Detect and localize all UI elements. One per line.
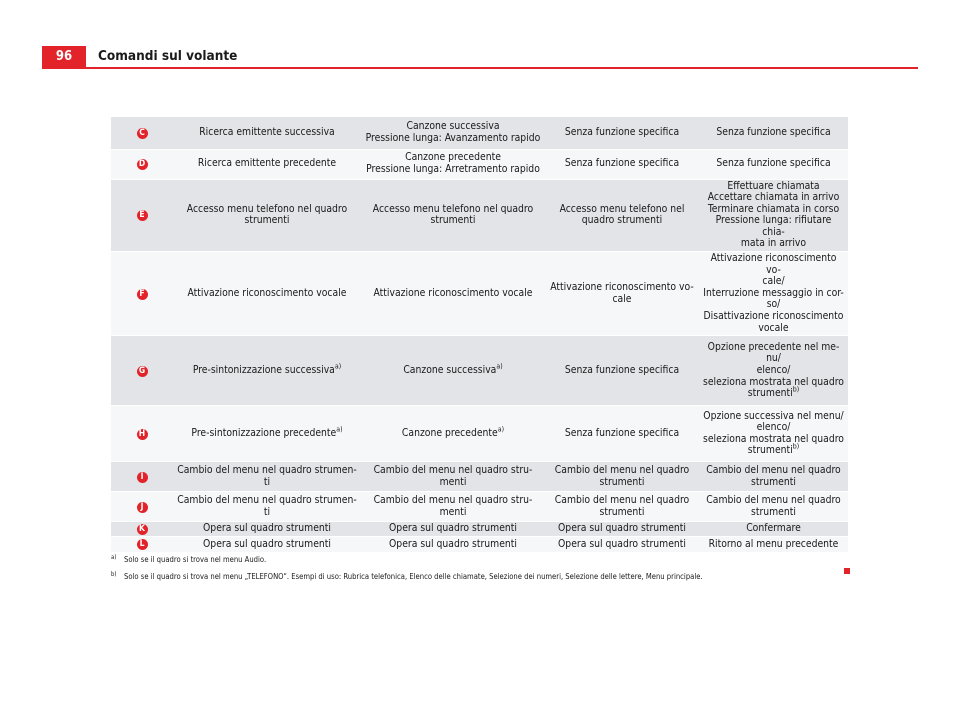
control-key-badge: D: [137, 159, 148, 170]
function-cell: [545, 149, 699, 179]
cell-line: strumenti: [599, 505, 645, 518]
function-cell: [173, 149, 361, 179]
cell-line: elenco/: [756, 363, 791, 376]
table-row: [111, 492, 848, 522]
cell-line: mata in arrivo: [740, 237, 807, 250]
function-cell: [361, 522, 545, 537]
control-key-cell: [111, 149, 173, 179]
function-cell: [361, 462, 545, 492]
cell-line: Opera sul quadro strumenti: [558, 522, 686, 535]
cell-line: strumenti: [751, 505, 796, 518]
cell-line: Senza funzione specifica: [564, 426, 680, 439]
cell-line: Senza funzione specifica: [716, 157, 831, 170]
control-key-badge: F: [137, 289, 148, 300]
function-cell: [699, 252, 848, 336]
function-cell: [173, 522, 361, 537]
table-body: [111, 117, 848, 552]
cell-line: Accesso menu telefono nel quadro: [372, 202, 534, 215]
control-key-cell: [111, 537, 173, 552]
function-cell: [361, 149, 545, 179]
cell-line: Attivazione riconoscimento vocale: [187, 286, 347, 299]
cell-line: Senza funzione specifica: [564, 363, 680, 376]
control-key-cell: [111, 179, 173, 252]
cell-line: strumenti: [751, 475, 796, 488]
function-cell: [361, 406, 545, 462]
cell-line: seleziona mostrata nel quadro: [703, 432, 844, 445]
cell-line: Cambio del menu nel quadro: [706, 494, 841, 507]
function-cell: [699, 149, 848, 179]
control-key-cell: [111, 117, 173, 149]
page-header: [42, 46, 918, 68]
cell-line: Accesso menu telefono nel quadro: [186, 202, 348, 215]
function-cell: [699, 537, 848, 552]
function-cell: [173, 492, 361, 522]
footnote-mark: a): [111, 554, 117, 561]
function-cell: [699, 492, 848, 522]
function-cell: [361, 179, 545, 252]
cell-line: Cambio del menu nel quadro stru-: [373, 464, 533, 477]
cell-line: Opera sul quadro strumenti: [203, 522, 331, 535]
function-cell: [173, 252, 361, 336]
cell-line: Interruzione messaggio in cor-: [703, 286, 844, 299]
footnote-text: Solo se il quadro si trova nel menu Audio.: [124, 555, 267, 564]
control-key-badge: E: [137, 210, 148, 221]
function-cell: [361, 252, 545, 336]
function-cell: [699, 522, 848, 537]
cell-line: Attivazione riconoscimento vo-: [710, 252, 837, 276]
cell-line: Canzone precedente: [401, 426, 498, 439]
function-cell: [545, 492, 699, 522]
cell-line: Cambio del menu nel quadro strumen-: [177, 494, 357, 507]
cell-line: Pressione lunga: Avanzamento rapido: [365, 131, 541, 144]
table-row: [111, 522, 848, 537]
cell-line: Opzione successiva nel menu/: [703, 409, 844, 422]
footnote-ref: a): [496, 362, 503, 371]
function-cell: [173, 406, 361, 462]
control-key-badge: H: [137, 429, 148, 440]
cell-line: cale: [612, 292, 632, 305]
cell-line: menti: [439, 505, 467, 518]
table-row: [111, 336, 848, 406]
cell-line: elenco/: [756, 421, 791, 434]
function-cell: [699, 406, 848, 462]
cell-line: Effettuare chiamata: [727, 179, 820, 192]
page-number: 96: [42, 46, 86, 67]
cell-line: so/: [766, 298, 781, 311]
header-rule: [42, 67, 918, 69]
function-cell: [545, 336, 699, 406]
cell-line: Attivazione riconoscimento vo-: [550, 281, 694, 294]
cell-line: Disattivazione riconoscimento: [703, 310, 844, 323]
cell-line: strumenti: [747, 387, 793, 400]
function-cell: [699, 462, 848, 492]
cell-line: strumenti: [244, 214, 290, 227]
footnote-ref: a): [497, 425, 505, 434]
cell-line: quadro strumenti: [581, 214, 663, 227]
function-cell: [361, 492, 545, 522]
cell-line: menti: [439, 475, 467, 488]
cell-line: Pressione lunga: Arretramento rapido: [366, 163, 540, 175]
cell-line: Senza funzione specifica: [564, 125, 680, 138]
footnote-ref: b): [792, 385, 800, 394]
cell-line: ti: [263, 505, 271, 518]
footnote-mark: b): [111, 571, 117, 578]
cell-line: vocale: [758, 321, 789, 334]
cell-line: Pressione lunga: rifiutare chia-: [715, 214, 832, 238]
function-cell: [545, 406, 699, 462]
control-key-cell: [111, 492, 173, 522]
footnote-ref: b): [792, 442, 800, 451]
cell-line: Opzione precedente nel me-: [707, 340, 840, 353]
cell-line: Ricerca emittente successiva: [199, 125, 335, 138]
cell-line: Pre-sintonizzazione precedente: [191, 426, 337, 439]
footnotes: [111, 555, 871, 589]
cell-line: Confermare: [746, 522, 801, 535]
cell-line: Senza funzione specifica: [564, 157, 680, 170]
cell-line: seleziona mostrata nel quadro: [703, 375, 844, 388]
function-cell: [173, 462, 361, 492]
function-cell: [173, 336, 361, 406]
cell-line: Opera sul quadro strumenti: [389, 537, 517, 550]
cell-line: Canzone successiva: [403, 363, 497, 376]
cell-line: Canzone precedente: [405, 151, 501, 164]
control-key-badge: L: [137, 539, 148, 550]
function-cell: [545, 179, 699, 252]
function-cell: [173, 117, 361, 149]
cell-line: Cambio del menu nel quadro: [554, 494, 690, 507]
footnote-a: [111, 555, 871, 565]
function-cell: [361, 117, 545, 149]
table-row: [111, 149, 848, 179]
cell-line: Cambio del menu nel quadro stru-: [373, 494, 533, 507]
table-row: [111, 117, 848, 149]
control-key-badge: C: [137, 128, 148, 139]
cell-line: Senza funzione specifica: [716, 125, 831, 138]
cell-line: Pre-sintonizzazione successiva: [192, 363, 335, 376]
function-cell: [545, 462, 699, 492]
table-row: [111, 537, 848, 552]
cell-line: nu/: [766, 352, 781, 365]
cell-line: Ritorno al menu precedente: [708, 537, 839, 550]
footnote-b: [111, 572, 871, 582]
control-key-cell: [111, 522, 173, 537]
cell-line: Opera sul quadro strumenti: [558, 537, 686, 550]
cell-line: ti: [263, 475, 271, 488]
function-cell: [545, 117, 699, 149]
cell-line: Cambio del menu nel quadro: [706, 464, 841, 477]
page-title: Comandi sul volante: [98, 48, 238, 64]
cell-line: Ricerca emittente precedente: [197, 157, 337, 170]
table-row: [111, 179, 848, 252]
footnote-ref: a): [334, 362, 342, 371]
table-row: [111, 462, 848, 492]
control-key-cell: [111, 336, 173, 406]
control-key-badge: K: [137, 524, 148, 535]
cell-line: strumenti: [430, 214, 476, 227]
cell-line: Accettare chiamata in arrivo: [707, 191, 840, 204]
footnote-ref: a): [336, 425, 343, 434]
table-row: [111, 252, 848, 336]
function-cell: [699, 179, 848, 252]
function-cell: [545, 522, 699, 537]
footnote-text: Solo se il quadro si trova nel menu „TELEFONO“. Esempi di uso: Rubrica telefonica, Elenco delle chiamate, Selezione dei numeri, Selezione delle lettere, Menu principale.: [124, 572, 703, 581]
control-key-badge: J: [137, 502, 148, 513]
cell-line: Accesso menu telefono nel: [559, 202, 685, 215]
steering-controls-table: [111, 117, 848, 552]
cell-line: Cambio del menu nel quadro: [554, 464, 690, 477]
function-cell: [173, 537, 361, 552]
cell-line: Terminare chiamata in corso: [707, 202, 840, 215]
cell-line: strumenti: [599, 475, 645, 488]
cell-line: strumenti: [747, 444, 793, 457]
function-cell: [173, 179, 361, 252]
control-key-badge: G: [137, 366, 148, 377]
section-end-marker: [844, 568, 850, 574]
cell-line: Opera sul quadro strumenti: [389, 522, 517, 535]
control-key-cell: [111, 462, 173, 492]
cell-line: Opera sul quadro strumenti: [203, 537, 331, 550]
cell-line: Attivazione riconoscimento vocale: [373, 286, 533, 299]
cell-line: Canzone successiva: [406, 120, 500, 133]
function-cell: [361, 336, 545, 406]
control-key-cell: [111, 406, 173, 462]
control-key-badge: I: [137, 472, 148, 483]
function-cell: [545, 537, 699, 552]
cell-line: cale/: [762, 275, 785, 288]
function-cell: [699, 117, 848, 149]
function-cell: [545, 252, 699, 336]
cell-line: Cambio del menu nel quadro strumen-: [177, 464, 357, 477]
control-key-cell: [111, 252, 173, 336]
function-cell: [361, 537, 545, 552]
function-cell: [699, 336, 848, 406]
table-row: [111, 406, 848, 462]
